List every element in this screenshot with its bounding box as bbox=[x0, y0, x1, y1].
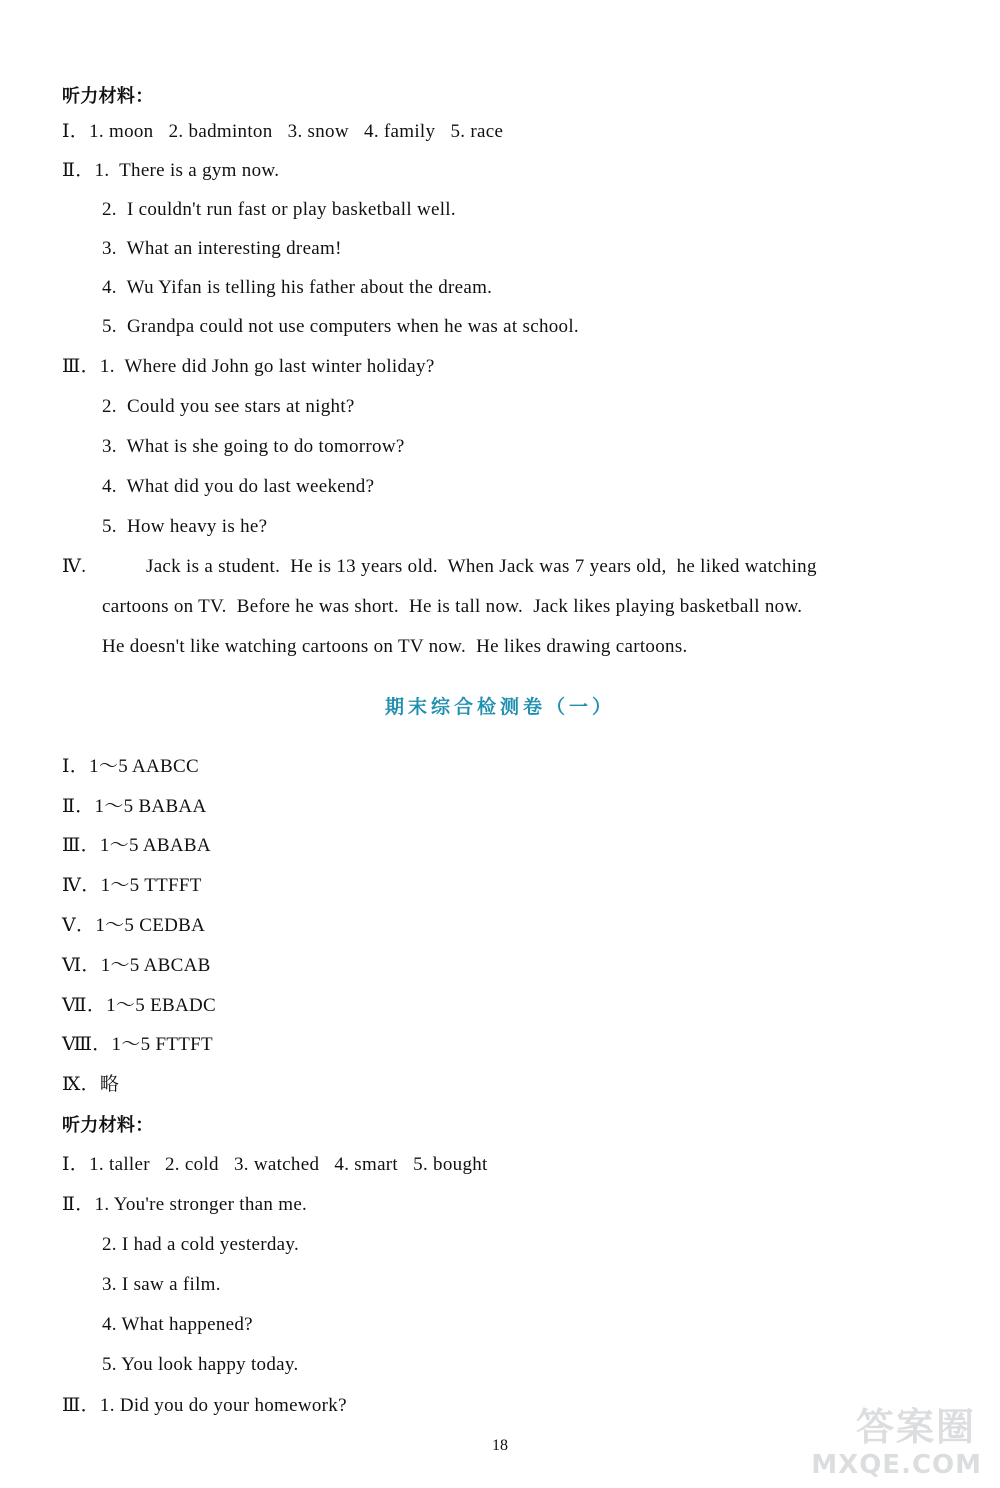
s2-part3-line-1: Ⅲ．1. Did you do your homework? bbox=[62, 1395, 347, 1416]
s1-part2-line-4: 4. Wu Yifan is telling his father about the dream. bbox=[102, 277, 493, 298]
answer-line-7: Ⅶ．1～5 EBADC bbox=[62, 995, 216, 1016]
s1-part2-line-2: 2. I couldn't run fast or play basketball well. bbox=[102, 199, 456, 220]
answer-line-2: Ⅱ．1～5 BABAA bbox=[62, 796, 207, 817]
s1-part4-label: Ⅳ. bbox=[62, 556, 87, 577]
s1-part3-line-3: 3. What is she going to do tomorrow? bbox=[102, 436, 405, 457]
watermark-top-text: 答案圈 bbox=[855, 1405, 976, 1449]
s1-part3-line-1: Ⅲ．1. Where did John go last winter holiday? bbox=[62, 356, 435, 377]
watermark-bottom-text: MXQE.COM bbox=[811, 1450, 982, 1480]
s1-part2-line-1: Ⅱ．1. There is a gym now. bbox=[62, 160, 280, 181]
s1-part2-line-3: 3. What an interesting dream! bbox=[102, 238, 342, 259]
s1-part1-line: Ⅰ．1. moon 2. badminton 3. snow 4. family 5. race bbox=[62, 121, 504, 142]
s1-part3-line-4: 4. What did you do last weekend? bbox=[102, 476, 375, 497]
s1-part3-line-2: 2. Could you see stars at night? bbox=[102, 396, 355, 417]
answer-line-5: Ⅴ．1～5 CEDBA bbox=[62, 915, 206, 936]
s1-part4-line-2: cartoons on TV. Before he was short. He is tall now. Jack likes playing basketball now. bbox=[102, 596, 803, 617]
answer-line-4: Ⅳ．1～5 TTFFT bbox=[62, 875, 202, 896]
s1-part4-line-3: He doesn't like watching cartoons on TV now. He likes drawing cartoons. bbox=[102, 636, 688, 657]
listening-material-heading: 听力材料： bbox=[62, 86, 154, 107]
s2-part2-line-3: 3. I saw a film. bbox=[102, 1274, 221, 1295]
s2-part2-line-4: 4. What happened? bbox=[102, 1314, 253, 1335]
s2-part2-line-1: Ⅱ．1. You're stronger than me. bbox=[62, 1194, 308, 1215]
exam-title: 期末综合检测卷（一） bbox=[384, 696, 615, 718]
watermark-logo bbox=[811, 1396, 982, 1480]
s1-part4-line-1: Jack is a student. He is 13 years old. When Jack was 7 years old, he liked watching bbox=[146, 556, 817, 577]
s2-part1-line: Ⅰ．1. taller 2. cold 3. watched 4. smart 5. bought bbox=[62, 1154, 488, 1175]
listening-material-heading-2: 听力材料： bbox=[62, 1115, 154, 1136]
page-number: 18 bbox=[492, 1437, 508, 1454]
answer-line-6: Ⅵ．1～5 ABCAB bbox=[62, 955, 211, 976]
answer-line-9: Ⅸ．略 bbox=[62, 1074, 120, 1095]
answer-line-8: Ⅷ．1～5 FTTFT bbox=[62, 1034, 213, 1055]
answer-line-3: Ⅲ．1～5 ABABA bbox=[62, 835, 211, 856]
s2-part2-line-2: 2. I had a cold yesterday. bbox=[102, 1234, 300, 1255]
s2-part2-line-5: 5. You look happy today. bbox=[102, 1354, 299, 1375]
answer-line-1: Ⅰ．1～5 AABCC bbox=[62, 756, 199, 777]
s1-part3-line-5: 5. How heavy is he? bbox=[102, 516, 268, 537]
s1-part2-line-5: 5. Grandpa could not use computers when he was at school. bbox=[102, 316, 579, 337]
